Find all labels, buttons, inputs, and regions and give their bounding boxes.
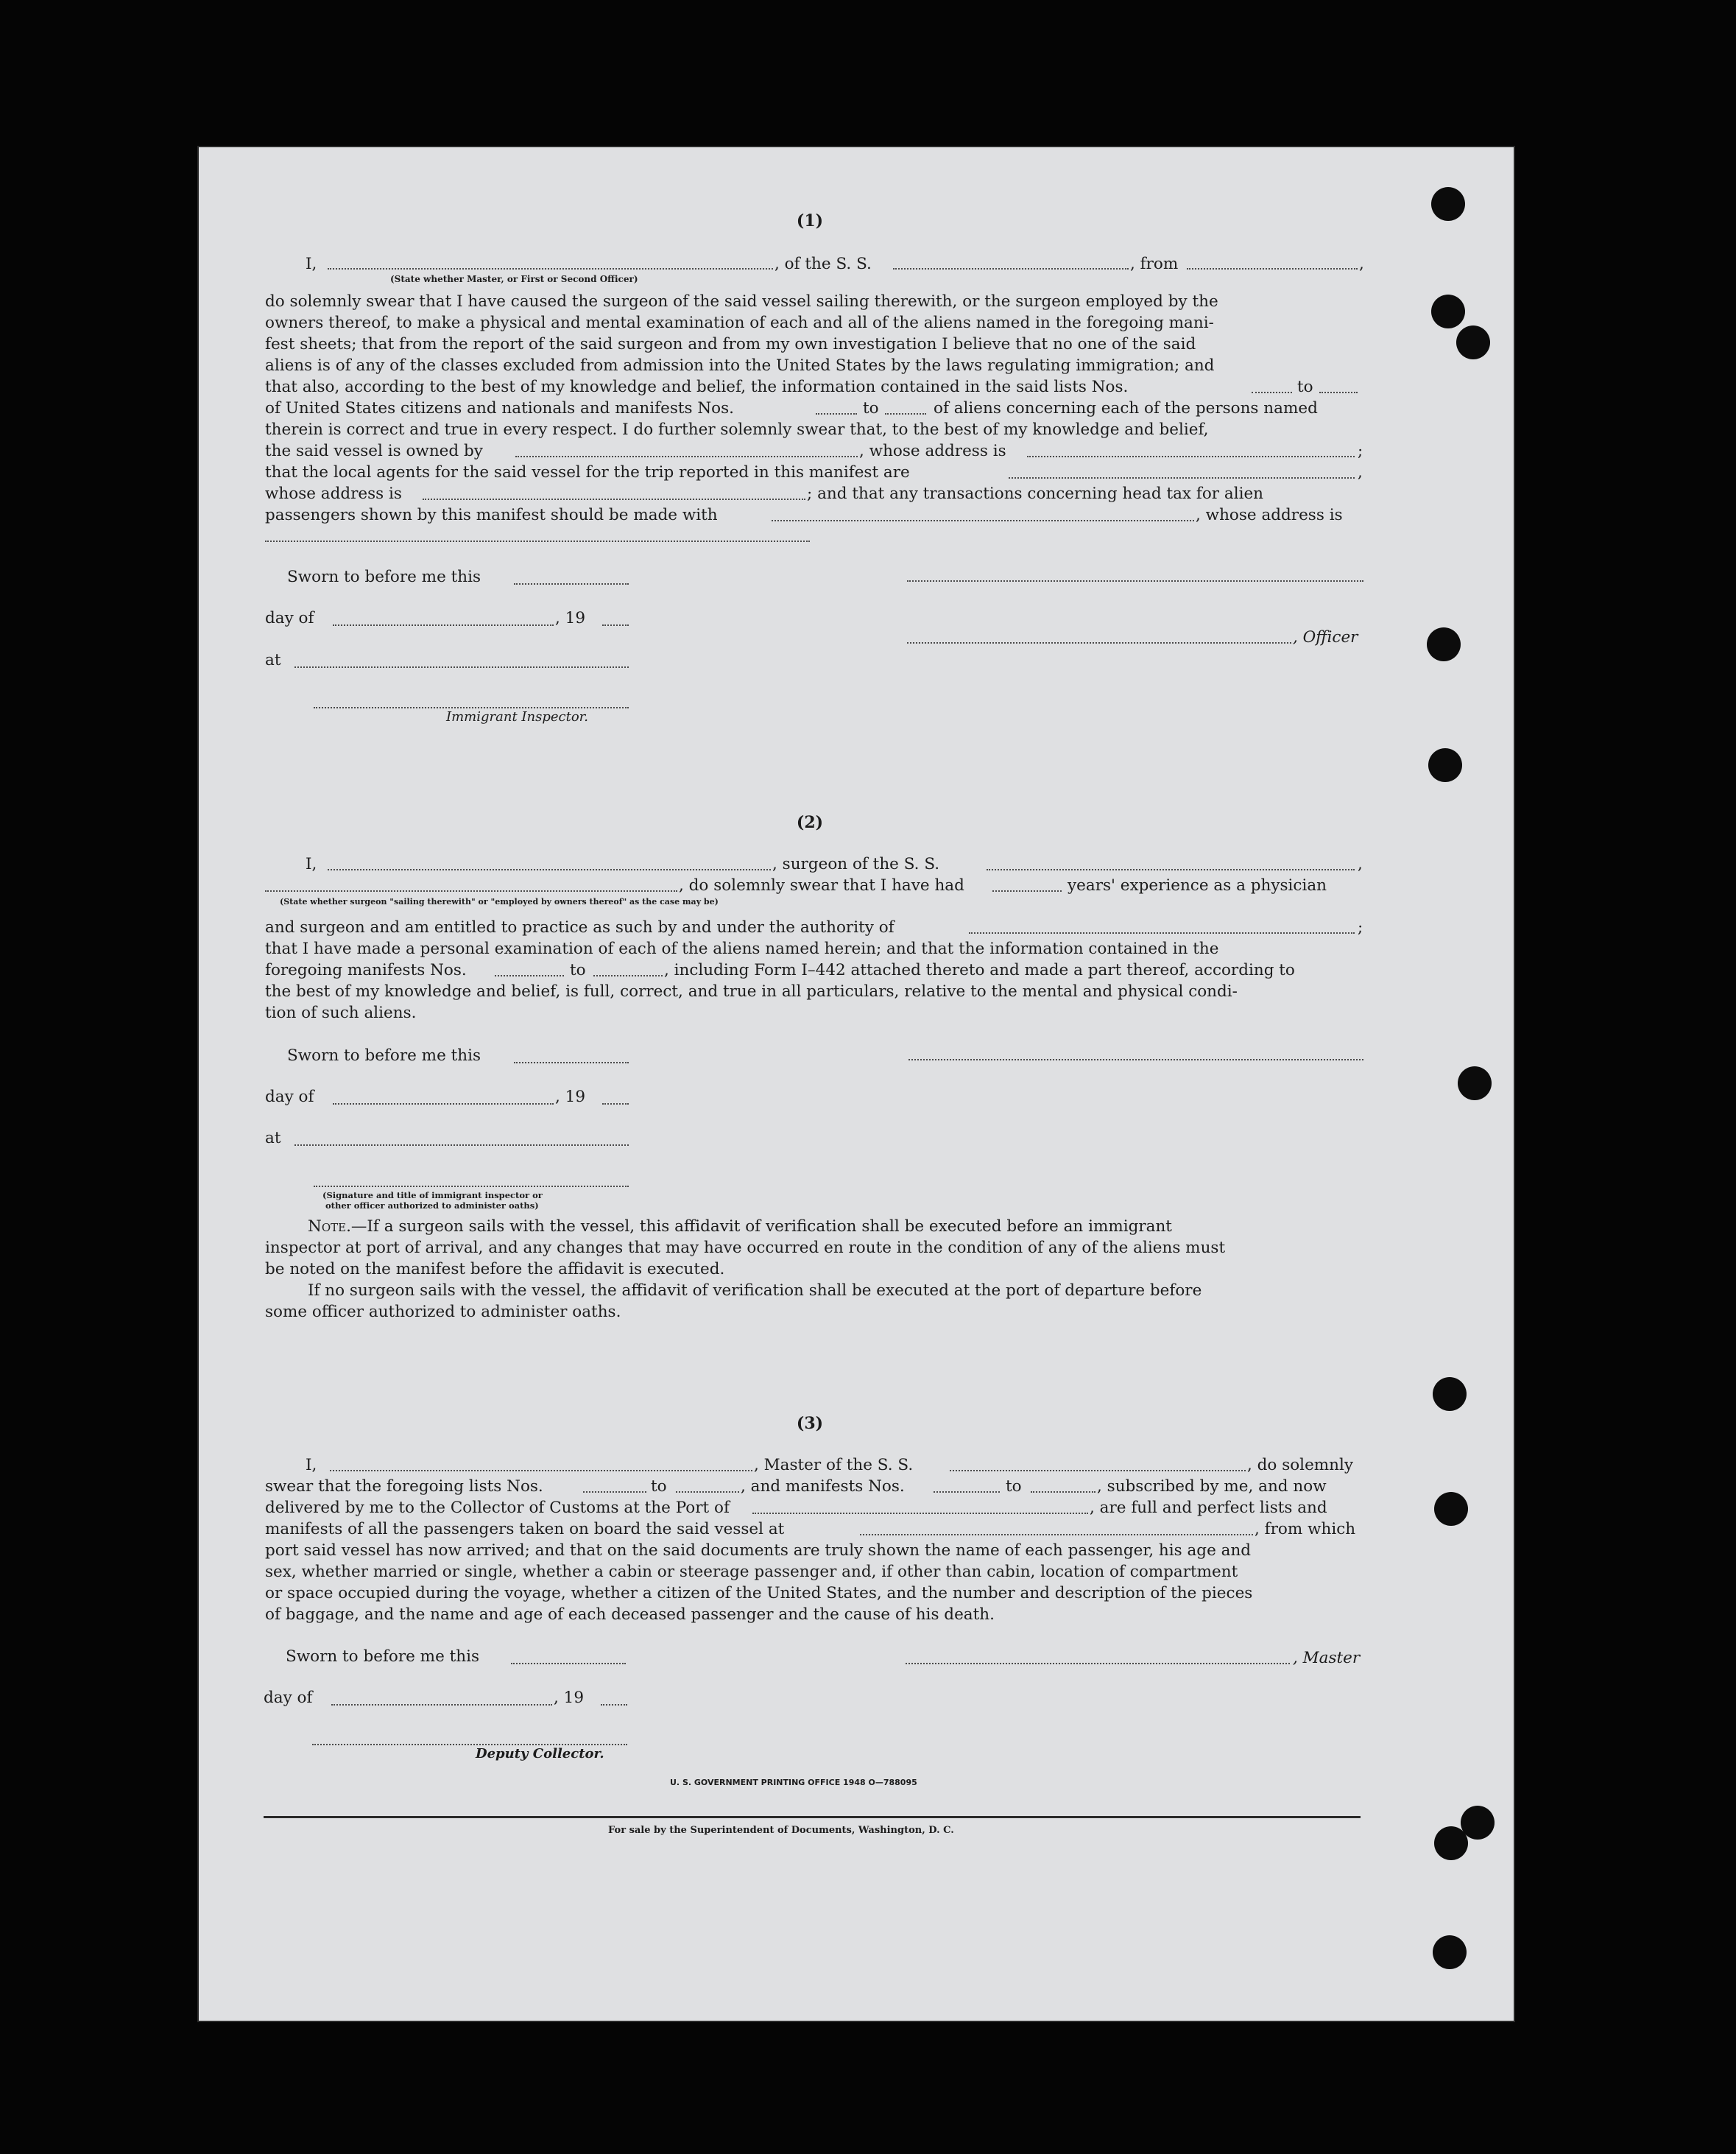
to-label: to bbox=[863, 399, 879, 418]
i-label: I, bbox=[306, 855, 317, 873]
note-line: inspector at port of arrival, and any changes that may have occurred en route in the condition of any of the aliens must bbox=[265, 1239, 1226, 1257]
punch-hole bbox=[1431, 187, 1465, 221]
para-line: , and manifests Nos. bbox=[741, 1477, 905, 1496]
lists-from-field[interactable] bbox=[1252, 390, 1292, 393]
surgeon-status-note: (State whether surgeon "sailing therewith" or "employed by owners thereof" as the case may be) bbox=[280, 897, 719, 907]
officer-name-line[interactable] bbox=[907, 641, 1291, 644]
to-label: to bbox=[651, 1477, 667, 1496]
swear-label: , do solemnly swear that I have had bbox=[679, 876, 964, 895]
head-tax-address-field[interactable] bbox=[265, 539, 810, 542]
semicolon: ; bbox=[1358, 918, 1363, 937]
para-line: port said vessel has now arrived; and that on the said documents are truly shown the name of each passenger, his age and bbox=[265, 1541, 1252, 1560]
note-line: If no surgeon sails with the vessel, the affidavit of verification shall be executed at the port of departure before bbox=[308, 1281, 1202, 1300]
comma: , bbox=[1358, 855, 1363, 873]
at-label: at bbox=[265, 1129, 281, 1147]
officer-rank-note: (State whether Master, or First or Second Officer) bbox=[390, 274, 638, 284]
day-of-label: day of bbox=[265, 1088, 314, 1106]
punch-hole bbox=[1428, 748, 1462, 782]
para-line: that I have made a personal examination of each of the aliens named herein; and that the information contained in the bbox=[265, 940, 1219, 958]
month-field[interactable] bbox=[331, 1703, 552, 1706]
punch-hole bbox=[1433, 1935, 1467, 1969]
surgeon-of-ss-label: , surgeon of the S. S. bbox=[772, 855, 940, 873]
para-line: do solemnly swear that I have caused the surgeon of the said vessel sailing therewith, or the surgeon employed by the bbox=[265, 292, 1218, 311]
manifests-from-field[interactable] bbox=[816, 412, 857, 415]
day-of-label: day of bbox=[265, 609, 314, 627]
note-line: be noted on the manifest before the affidavit is executed. bbox=[265, 1260, 725, 1278]
port-field[interactable] bbox=[752, 1511, 1088, 1514]
local-agents-field[interactable] bbox=[1009, 476, 1355, 479]
para-line: that the local agents for the said vessel for the trip reported in this manifest are bbox=[265, 463, 910, 482]
at-label: at bbox=[265, 651, 281, 669]
master-name-field[interactable] bbox=[330, 1468, 752, 1471]
surgeon-name-field[interactable] bbox=[328, 867, 771, 870]
do-solemnly-label: , do solemnly bbox=[1247, 1456, 1354, 1474]
address-label: , whose address is bbox=[859, 442, 1006, 460]
para-line: of baggage, and the name and age of each deceased passenger and the cause of his death. bbox=[265, 1605, 995, 1624]
to-label: to bbox=[570, 961, 586, 979]
authority-field[interactable] bbox=[969, 931, 1355, 934]
comma: , bbox=[1359, 255, 1364, 273]
punch-hole bbox=[1433, 1377, 1467, 1411]
para-line: of aliens concerning each of the persons named bbox=[934, 399, 1318, 418]
year-field[interactable] bbox=[602, 623, 629, 626]
comma: , bbox=[1358, 463, 1363, 482]
para-line: the best of my knowledge and belief, is full, correct, and true in all particulars, relative to the mental and physical condi- bbox=[265, 982, 1238, 1001]
para-line: manifests of all the passengers taken on board the said vessel at bbox=[265, 1520, 785, 1538]
sworn-label: Sworn to before me this bbox=[286, 1647, 480, 1666]
surgeon-signature-line[interactable] bbox=[908, 1057, 1363, 1060]
officer-name-field[interactable] bbox=[328, 267, 773, 270]
for-sale-notice: For sale by the Superintendent of Documents, Washington, D. C. bbox=[608, 1825, 954, 1836]
sworn-label: Sworn to before me this bbox=[287, 568, 481, 586]
note-line bbox=[308, 1217, 1172, 1237]
para-line: swear that the foregoing lists Nos. bbox=[265, 1477, 543, 1496]
manifests-to-field[interactable] bbox=[885, 412, 926, 415]
master-of-ss-label: , Master of the S. S. bbox=[754, 1456, 914, 1474]
master-signature-line[interactable] bbox=[906, 1661, 1290, 1664]
punch-hole bbox=[1427, 627, 1461, 661]
para-line: whose address is bbox=[265, 485, 402, 503]
month-field[interactable] bbox=[333, 1102, 554, 1105]
surgeon-status-field[interactable] bbox=[265, 889, 677, 892]
para-line: fest sheets; that from the report of the said surgeon and from my own investigation I believe that no one of the said bbox=[265, 335, 1196, 353]
para-line: sex, whether married or single, whether a cabin or steerage passenger and, if other than cabin, location of compartment bbox=[265, 1563, 1238, 1581]
year-field[interactable] bbox=[601, 1703, 627, 1706]
sworn-day-field[interactable] bbox=[514, 582, 629, 585]
day-of-label: day of bbox=[264, 1689, 313, 1707]
years-label: years' experience as a physician bbox=[1068, 876, 1327, 895]
agents-address-field[interactable] bbox=[423, 497, 805, 500]
ship-name-field[interactable] bbox=[950, 1468, 1246, 1471]
from-label: , from bbox=[1130, 255, 1179, 273]
sworn-label: Sworn to before me this bbox=[287, 1046, 481, 1065]
officer-label: , Officer bbox=[1293, 628, 1358, 647]
deputy-label: Deputy Collector. bbox=[476, 1746, 604, 1761]
to-label: to bbox=[1297, 378, 1313, 396]
inspector-signature-line[interactable] bbox=[314, 1184, 629, 1187]
para-line: therein is correct and true in every respect. I do further solemnly swear that, to the best of my knowledge and belief, bbox=[265, 420, 1209, 439]
semicolon: ; bbox=[1358, 442, 1363, 460]
manifests-to-field[interactable] bbox=[593, 974, 663, 976]
year-field[interactable] bbox=[602, 1102, 629, 1105]
head-tax-party-field[interactable] bbox=[772, 518, 1194, 521]
lists-from-field[interactable] bbox=[583, 1490, 646, 1493]
years-field[interactable] bbox=[992, 889, 1062, 892]
para-line: , from which bbox=[1255, 1520, 1356, 1538]
note-line: some officer authorized to administer oaths. bbox=[265, 1303, 621, 1321]
lists-to-field[interactable] bbox=[1319, 390, 1358, 393]
note-label: Note. bbox=[308, 1217, 351, 1236]
punch-hole bbox=[1431, 295, 1465, 328]
year-label: , 19 bbox=[555, 1088, 586, 1106]
from-port-field[interactable] bbox=[1187, 267, 1358, 270]
para-line: or space occupied during the voyage, whether a citizen of the United States, and the number and description of the pieces bbox=[265, 1584, 1253, 1602]
manifests-to-field[interactable] bbox=[1031, 1490, 1095, 1493]
place-field[interactable] bbox=[294, 665, 629, 668]
section-number: (3) bbox=[796, 1414, 824, 1433]
footer-rule bbox=[264, 1816, 1361, 1818]
para-line: , are full and perfect lists and bbox=[1090, 1499, 1327, 1517]
ship-name-field[interactable] bbox=[893, 267, 1129, 270]
manifests-from-field[interactable] bbox=[934, 1490, 1000, 1493]
para-line: , including Form I–442 attached thereto and made a part thereof, according to bbox=[664, 961, 1295, 979]
para-line: that also, according to the best of my knowledge and belief, the information contained in the said lists Nos. bbox=[265, 378, 1129, 396]
ship-name-field[interactable] bbox=[987, 867, 1355, 870]
punch-hole bbox=[1434, 1492, 1468, 1526]
i-label: I, bbox=[306, 255, 317, 273]
signature-note: (Signature and title of immigrant inspector or bbox=[322, 1190, 543, 1200]
lists-to-field[interactable] bbox=[676, 1490, 739, 1493]
officer-signature-line[interactable] bbox=[907, 579, 1363, 582]
para-line: owners thereof, to make a physical and mental examination of each and all of the aliens named in the foregoing mani- bbox=[265, 314, 1214, 332]
punch-hole bbox=[1458, 1066, 1492, 1100]
para-line: passengers shown by this manifest should be made with bbox=[265, 506, 718, 524]
printing-office-imprint: U. S. GOVERNMENT PRINTING OFFICE 1948 O—788095 bbox=[670, 1778, 917, 1787]
master-label: , Master bbox=[1293, 1649, 1361, 1667]
section-number: (2) bbox=[796, 813, 824, 832]
punch-hole bbox=[1456, 325, 1490, 359]
year-label: , 19 bbox=[555, 609, 586, 627]
para-line: and surgeon and am entitled to practice as such by and under the authority of bbox=[265, 918, 895, 937]
section-number: (1) bbox=[796, 211, 824, 230]
boarding-port-field[interactable] bbox=[860, 1532, 1253, 1535]
year-label: , 19 bbox=[554, 1689, 585, 1707]
para-line: of United States citizens and nationals and manifests Nos. bbox=[265, 399, 734, 418]
signature-note: other officer authorized to administer oaths) bbox=[325, 1200, 539, 1211]
note-text: —If a surgeon sails with the vessel, this affidavit of verification shall be executed before an immigrant bbox=[350, 1217, 1172, 1236]
para-line: , subscribed by me, and now bbox=[1097, 1477, 1327, 1496]
address-label: , whose address is bbox=[1196, 506, 1343, 524]
i-label: I, bbox=[306, 1456, 317, 1474]
manifests-from-field[interactable] bbox=[495, 974, 564, 976]
para-line: ; and that any transactions concerning head tax for alien bbox=[807, 485, 1264, 503]
para-line: tion of such aliens. bbox=[265, 1004, 417, 1022]
owner-address-field[interactable] bbox=[1027, 454, 1355, 457]
sworn-day-field[interactable] bbox=[511, 1661, 626, 1664]
para-line: aliens is of any of the classes excluded from admission into the United States by the laws regulating immigration; and bbox=[265, 356, 1215, 375]
para-line: the said vessel is owned by bbox=[265, 442, 483, 460]
sworn-day-field[interactable] bbox=[514, 1060, 629, 1063]
month-field[interactable] bbox=[333, 623, 554, 626]
punch-hole bbox=[1434, 1826, 1468, 1860]
inspector-label: Immigrant Inspector. bbox=[446, 709, 589, 725]
owner-field[interactable] bbox=[515, 454, 858, 457]
to-label: to bbox=[1006, 1477, 1022, 1496]
para-line: delivered by me to the Collector of Customs at the Port of bbox=[265, 1499, 730, 1517]
place-field[interactable] bbox=[294, 1143, 629, 1146]
of-ss-label: , of the S. S. bbox=[775, 255, 872, 273]
para-line: foregoing manifests Nos. bbox=[265, 961, 467, 979]
